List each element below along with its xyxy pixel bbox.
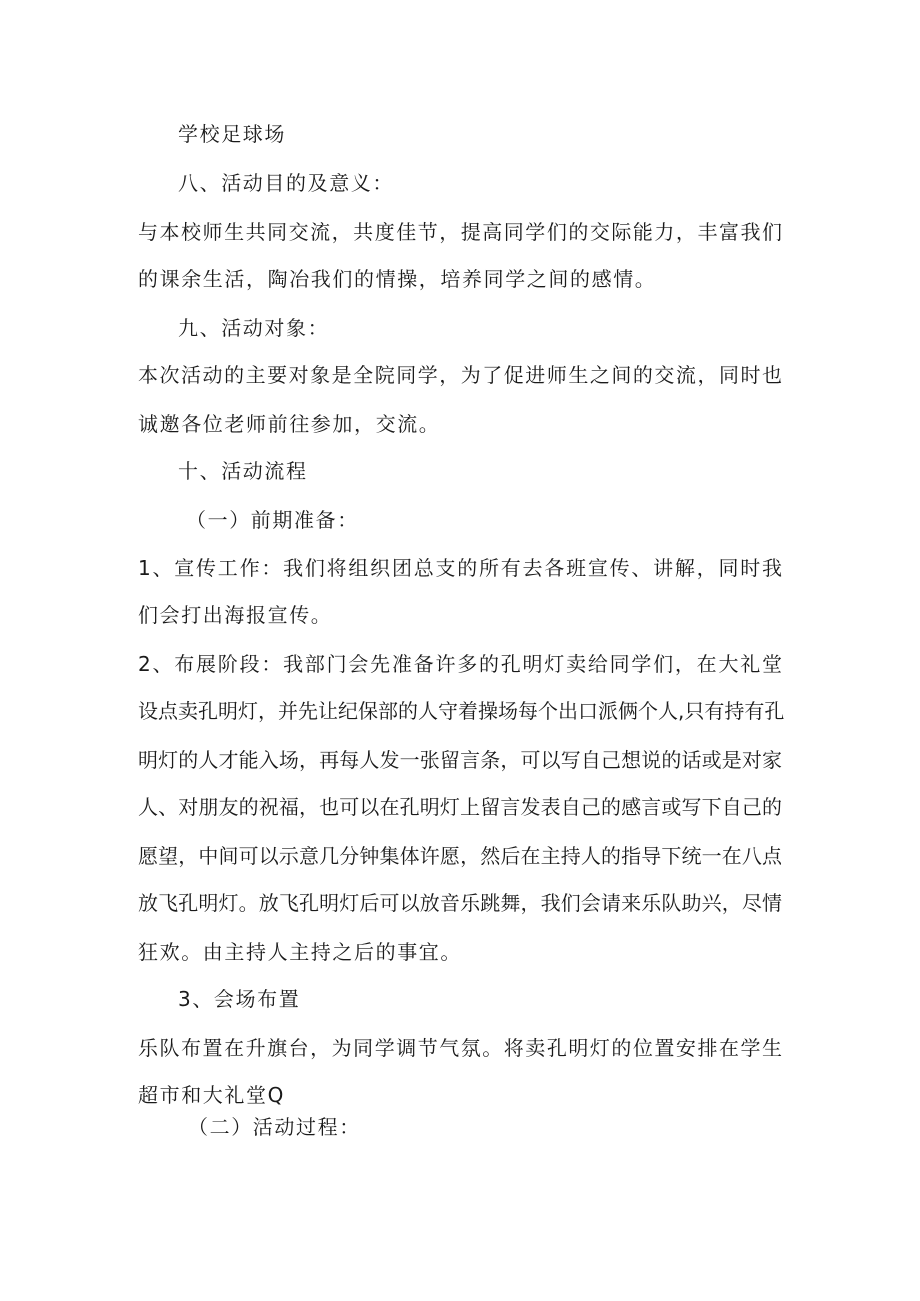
- subsection-1-heading: （一）前期准备：: [186, 508, 359, 532]
- venue-line: 学校足球场: [178, 122, 286, 146]
- item-2-line-4: 人、对朋友的祝福，也可以在孔明灯上留言发表自己的感言或写下自己的: [138, 795, 782, 819]
- section-10-heading: 十、活动流程: [178, 459, 308, 483]
- item-1-line-1: 1、宣传工作：我们将组织团总支的所有去各班宣传、讲解，同时我: [138, 556, 782, 580]
- section-9-line-2: 诚邀各位老师前往参加，交流。: [138, 412, 441, 436]
- item-2-line-7: 狂欢。由主持人主持之后的事宜。: [138, 940, 462, 964]
- section-9-heading: 九、活动对象：: [178, 316, 330, 340]
- section-8-heading: 八、活动目的及意义：: [178, 171, 394, 195]
- item-1-line-2: 们会打出海报宣传。: [138, 603, 333, 627]
- item-2-line-1: 2、布展阶段：我部门会先准备许多的孔明灯卖给同学们，在大礼堂: [138, 652, 782, 676]
- section-8-line-2: 的课余生活，陶冶我们的情操，培养同学之间的感情。: [138, 267, 657, 291]
- item-2-line-6: 放飞孔明灯。放飞孔明灯后可以放音乐跳舞，我们会请来乐队助兴，尽情: [138, 891, 782, 915]
- item-3-heading: 3、会场布置: [178, 987, 301, 1011]
- item-2-line-3: 明灯的人才能入场，再每人发一张留言条，可以写自己想说的话或是对家: [138, 748, 782, 772]
- item-2-line-2: 设点卖孔明灯，并先让纪保部的人守着操场每个出口派俩个人,只有持有孔: [138, 699, 785, 723]
- item-3-line-2: 超市和大礼堂Q: [138, 1083, 285, 1107]
- subsection-2-heading: （二）活动过程：: [188, 1115, 361, 1139]
- section-9-line-1: 本次活动的主要对象是全院同学，为了促进师生之间的交流，同时也: [138, 363, 782, 387]
- section-8-line-1: 与本校师生共同交流，共度佳节，提高同学们的交际能力，丰富我们: [138, 220, 782, 244]
- item-2-line-5: 愿望，中间可以示意几分钟集体许愿，然后在主持人的指导下统一在八点: [138, 844, 782, 868]
- item-3-line-1: 乐队布置在升旗台，为同学调节气氛。将卖孔明灯的位置安排在学生: [138, 1036, 782, 1060]
